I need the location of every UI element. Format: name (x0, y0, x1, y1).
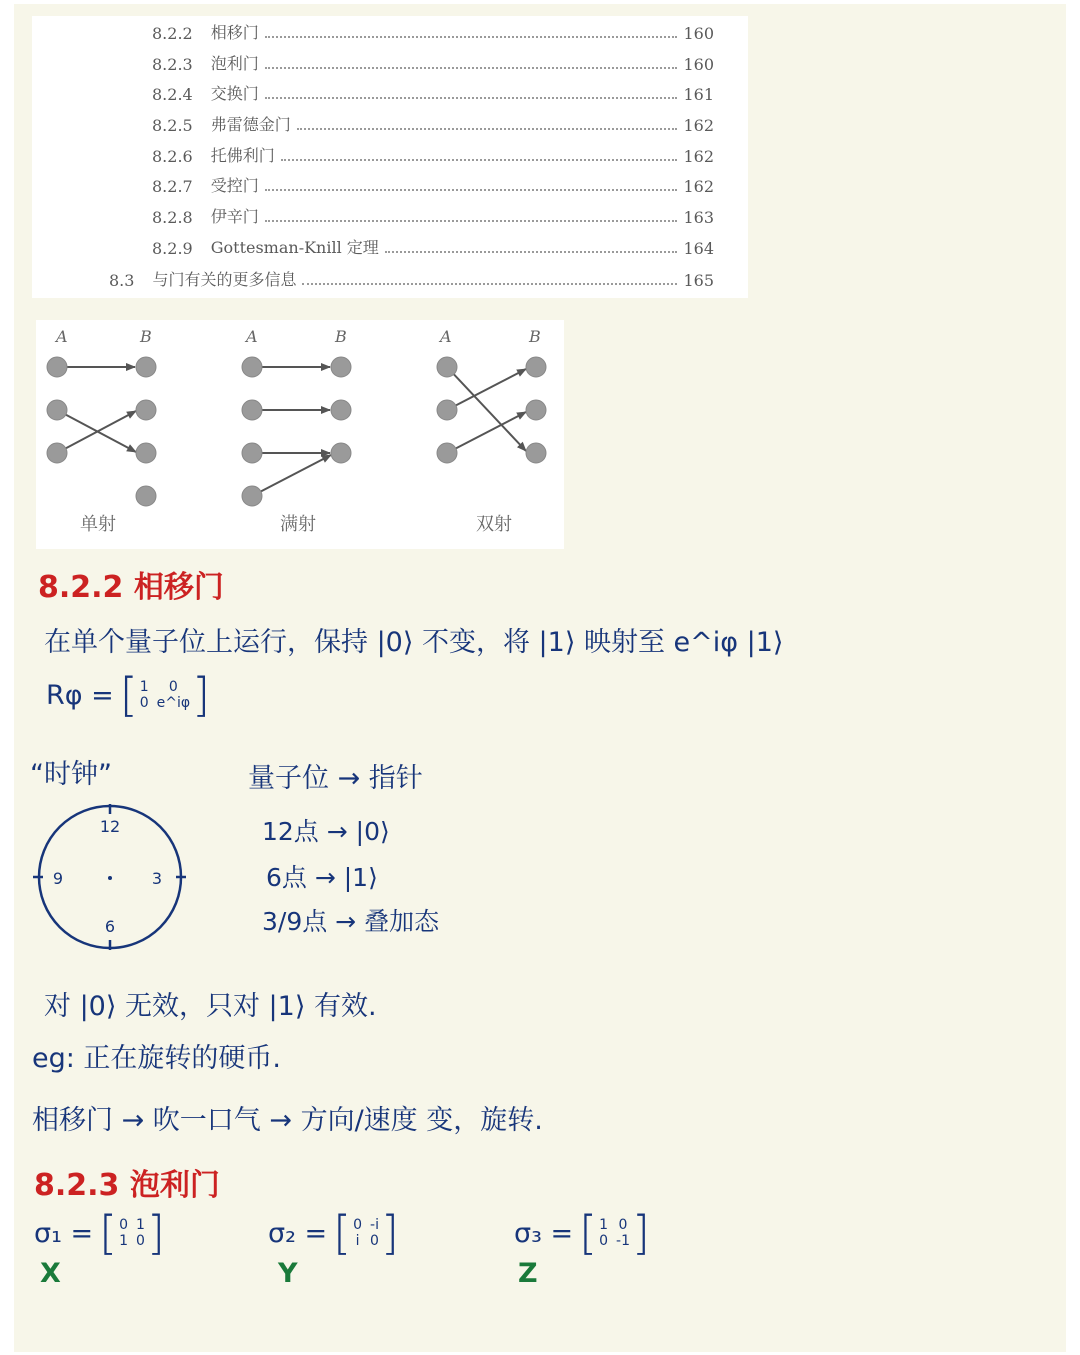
toc-title: 托佛利门 (210, 146, 275, 165)
mapping-line: 12点 → |0⟩ (262, 817, 390, 846)
toc-title: 弗雷德金门 (210, 115, 291, 134)
toc-number: 8.2.2 (152, 24, 193, 43)
set-element (242, 357, 262, 377)
clock-title: “时钟” (30, 759, 112, 790)
figure-caption-injective: 单射 (80, 514, 116, 535)
matrix-cell: 1 (599, 1217, 609, 1233)
section-heading-pauli: 8.2.3 泡利门 (34, 1168, 220, 1203)
set-b-label: B (529, 327, 541, 346)
set-element (437, 400, 457, 420)
right-bracket: ] (632, 1206, 650, 1260)
toc-number: 8.2.5 (152, 116, 193, 135)
left-bracket: [ (99, 1206, 118, 1260)
toc-page-number: 162 (683, 147, 714, 166)
toc-page-number: 163 (683, 208, 714, 227)
toc-entry (152, 82, 714, 104)
set-element (242, 486, 262, 506)
toc-entry (152, 21, 714, 43)
mapping-arrow (252, 455, 331, 496)
pauli-z-label: Z (518, 1258, 538, 1289)
effect-note: 对 |0⟩ 无效，只对 |1⟩ 有效. (44, 991, 377, 1022)
mapping-title: 量子位 → 指针 (248, 763, 423, 794)
mapping-arrow (447, 412, 526, 453)
matrix-cell: 0 (599, 1233, 609, 1249)
matrix-cell: 0 (119, 1217, 129, 1233)
set-a-label: A (56, 327, 68, 346)
toc-entry (152, 236, 714, 258)
clock-number: 12 (99, 817, 121, 836)
toc-entry (152, 113, 714, 135)
toc-title: 交换门 (210, 84, 259, 103)
toc-page-number: 162 (683, 116, 714, 135)
clock-drawing (30, 800, 190, 950)
figure-caption-surjective: 满射 (280, 514, 316, 535)
mapping-line: 3/9点 → 叠加态 (262, 907, 440, 936)
set-element (242, 443, 262, 463)
toc-page-number: 165 (683, 271, 714, 290)
matrix-cell: 0 (139, 695, 149, 711)
toc-leader (297, 128, 678, 130)
right-bracket: ] (146, 1206, 165, 1260)
matrix-cells (353, 1217, 379, 1249)
set-element (526, 357, 546, 377)
toc-entry (152, 144, 714, 166)
set-element (47, 443, 67, 463)
matrix-cell: 0 (370, 1233, 379, 1249)
matrix-lhs: σ₃ = (514, 1217, 574, 1249)
toc-leader (385, 251, 678, 253)
toc-leader (265, 36, 678, 38)
toc-page-number: 164 (683, 239, 714, 258)
set-element (437, 443, 457, 463)
toc-number: 8.2.7 (152, 177, 193, 196)
toc-title: 与门有关的更多信息 (152, 270, 297, 289)
set-element (136, 400, 156, 420)
left-bracket: [ (333, 1206, 352, 1260)
set-element (526, 443, 546, 463)
mapping-arrow (447, 367, 526, 451)
set-element (526, 400, 546, 420)
clock-number: 3 (151, 869, 163, 888)
toc-number: 8.2.9 (152, 239, 193, 258)
matrix-cell: e^iφ (156, 695, 191, 711)
matrix-cell: 0 (353, 1217, 363, 1233)
matrix-cell: 1 (119, 1233, 129, 1249)
phase-analogy-note: 相移门 → 吹一口气 → 方向/速度 变，旋转. (32, 1105, 543, 1136)
matrix-cell: -i (370, 1217, 379, 1233)
matrix-cells (140, 679, 190, 711)
table-of-contents (32, 16, 748, 298)
set-element (242, 400, 262, 420)
toc-title: 泡利门 (210, 54, 259, 73)
toc-number: 8.3 (109, 271, 135, 290)
set-element (136, 443, 156, 463)
pauli-y-label: Y (278, 1258, 298, 1289)
matrix-cell: -1 (616, 1233, 630, 1249)
matrix-lhs: Rφ = (46, 679, 114, 711)
mapping-figure (36, 320, 564, 549)
mapping-diagram (36, 320, 564, 549)
toc-entry (152, 174, 714, 196)
toc-leader (302, 283, 677, 285)
matrix-cell: i (355, 1233, 360, 1249)
toc-page-number: 160 (683, 55, 714, 74)
set-b-label: B (335, 327, 347, 346)
set-element (437, 357, 457, 377)
right-bracket: ] (192, 668, 211, 722)
set-element (331, 400, 351, 420)
pauli-x-matrix (34, 1206, 165, 1260)
matrix-lhs: σ₂ = (268, 1217, 328, 1249)
set-element (136, 357, 156, 377)
clock-center (108, 876, 112, 880)
matrix-cells (119, 1217, 145, 1249)
toc-title: 相移门 (210, 23, 259, 42)
toc-number: 8.2.3 (152, 55, 193, 74)
toc-page-number: 160 (683, 24, 714, 43)
toc-page-number: 161 (683, 85, 714, 104)
pauli-x-label: X (40, 1258, 61, 1289)
matrix-cell: 0 (618, 1217, 628, 1233)
toc-number: 8.2.8 (152, 208, 193, 227)
toc-number: 8.2.4 (152, 85, 193, 104)
mapping-line: 6点 → |1⟩ (266, 863, 378, 892)
left-bracket: [ (119, 668, 138, 722)
toc-entry (152, 205, 714, 227)
toc-leader (265, 97, 678, 99)
toc-entry (152, 52, 714, 74)
set-element (136, 486, 156, 506)
example-note: eg: 正在旋转的硬币. (32, 1043, 282, 1074)
matrix-cell: 0 (136, 1233, 145, 1249)
set-element (331, 357, 351, 377)
toc-leader (281, 159, 678, 161)
set-element (47, 357, 67, 377)
matrix-cell: 1 (136, 1217, 145, 1233)
set-a-label: A (246, 327, 258, 346)
toc-title: 受控门 (210, 176, 259, 195)
toc-title: 伊辛门 (210, 207, 259, 226)
toc-page-number: 162 (683, 177, 714, 196)
matrix-cell: 0 (168, 679, 178, 695)
toc-number: 8.2.6 (152, 147, 193, 166)
clock-number: 9 (52, 869, 64, 888)
pauli-y-matrix (268, 1206, 399, 1260)
pauli-z-matrix (514, 1206, 650, 1260)
section-heading-phase-shift: 8.2.2 相移门 (38, 570, 224, 605)
set-a-label: A (440, 327, 452, 346)
set-b-label: B (140, 327, 152, 346)
mapping-arrow (447, 369, 526, 410)
matrix-cell: 1 (139, 679, 149, 695)
toc-leader (265, 220, 678, 222)
set-element (47, 400, 67, 420)
clock-number: 6 (104, 917, 116, 936)
left-bracket: [ (579, 1206, 598, 1260)
toc-entry (109, 268, 714, 290)
phase-shift-matrix (46, 668, 211, 722)
figure-caption-bijective: 双射 (476, 514, 512, 535)
toc-leader (265, 67, 678, 69)
matrix-cells (599, 1217, 630, 1249)
set-element (331, 443, 351, 463)
phase-shift-description: 在单个量子位上运行，保持 |0⟩ 不变，将 |1⟩ 映射至 e^iφ |1⟩ (44, 627, 784, 658)
matrix-lhs: σ₁ = (34, 1217, 94, 1249)
toc-title: Gottesman-Knill 定理 (210, 238, 379, 257)
right-bracket: ] (380, 1206, 399, 1260)
toc-leader (265, 189, 678, 191)
